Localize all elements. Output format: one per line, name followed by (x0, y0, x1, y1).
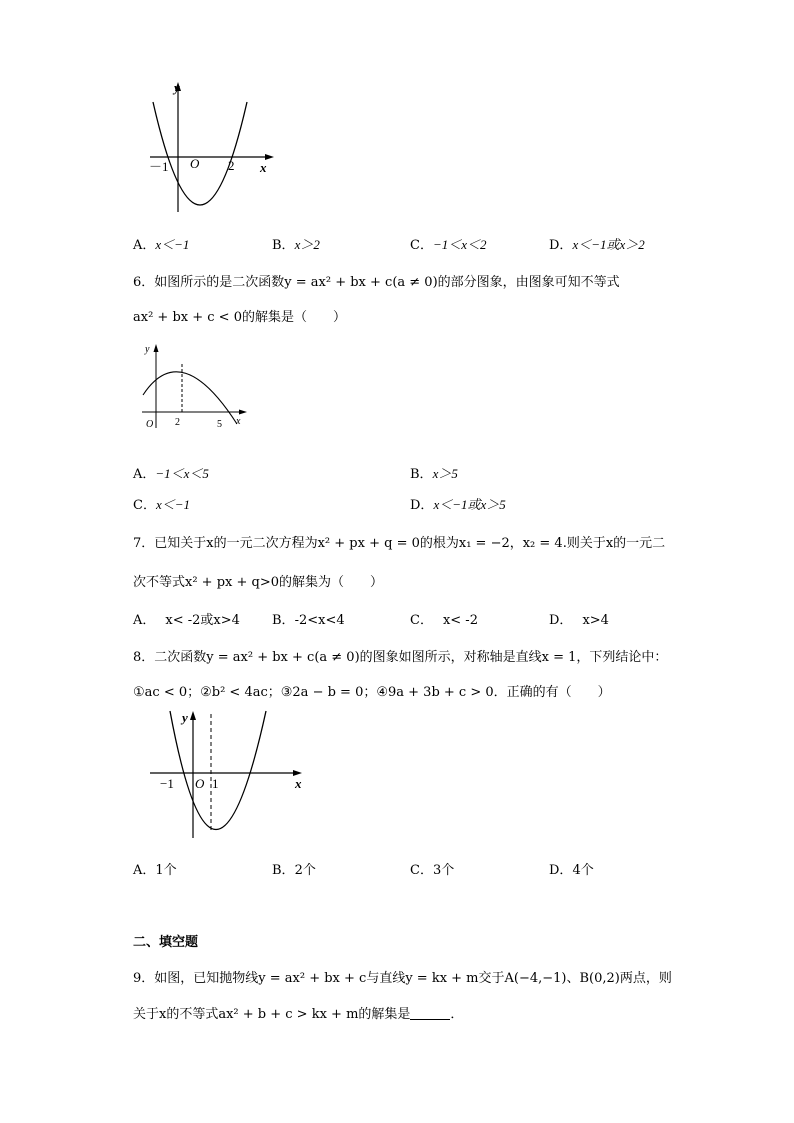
q8-option-b[interactable]: B．2个 (272, 863, 316, 878)
q6-tick-2: 2 (175, 417, 180, 428)
q9-answer-blank[interactable] (410, 1007, 450, 1020)
q5-option-c[interactable]: C．−1＜x＜2 (410, 237, 487, 253)
q8-y-label: y (182, 710, 188, 725)
q6-option-a[interactable]: A．−1＜x＜5 (133, 466, 209, 482)
q5-y-label: y (174, 80, 180, 95)
q8-tick-1: 1 (212, 776, 219, 791)
q5-option-a[interactable]: A．x＜−1 (133, 237, 190, 253)
q7-option-b[interactable]: B．-2<x<4 (272, 613, 345, 628)
q9-stem-line1: 9．如图，已知抛物线y = ax² + bx + c与直线y = kx + m交于A(−4,−1)、B(0,2)两点，则 (133, 971, 672, 986)
q8-origin-label: O (195, 776, 205, 791)
q6-y-label: y (145, 344, 150, 355)
q5-graph (140, 78, 280, 218)
q7-stem-line1: 7．已知关于x的一元二次方程为x² + px + q = 0的根为x₁ = −2，x₂ = 4.则关于x的一元二 (133, 536, 666, 551)
q8-option-a[interactable]: A．1个 (133, 863, 177, 878)
q5-origin-label: O (190, 156, 200, 171)
q7-stem-line2: 次不等式x² + px + q>0的解集为（ ） (133, 575, 383, 590)
q6-origin-label: O (146, 419, 154, 430)
q8-tick-neg1: −1 (160, 776, 174, 791)
q7-option-d[interactable]: D． x>4 (549, 613, 609, 628)
q8-x-label: x (295, 776, 302, 791)
q6-option-c[interactable]: C．x＜−1 (133, 497, 190, 513)
q6-graph (138, 338, 253, 433)
q8-stem-line1: 8．二次函数y = ax² + bx + c(a ≠ 0)的图象如图所示，对称轴是直线x = 1，下列结论中： (133, 650, 668, 665)
section-title-fill-in: 二、填空题 (133, 935, 199, 950)
q9-stem-line2 (133, 1003, 463, 1022)
q8-option-c[interactable]: C．3个 (410, 863, 455, 878)
q7-option-a[interactable]: A． x< -2或x>4 (133, 613, 240, 628)
q5-x-label: x (260, 160, 267, 175)
q5-tick-neg1: －1 (149, 159, 169, 174)
q6-option-d[interactable]: D．x＜−1或x＞5 (410, 497, 506, 513)
q8-option-d[interactable]: D．4个 (549, 863, 594, 878)
q8-stem-line2: ①ac < 0；②b² < 4ac；③2a − b = 0；④9a + 3b + c > 0．正确的有（ ） (133, 685, 611, 700)
q9-stem-end: ． (450, 1007, 464, 1022)
q6-x-label: x (236, 416, 241, 427)
q6-option-b[interactable]: B．x＞5 (410, 466, 458, 482)
q9-stem-text: 关于x的不等式ax² + b + c > kx + m的解集是 (133, 1007, 411, 1022)
q6-stem-line2: ax² + bx + c < 0的解集是（ ） (133, 310, 346, 325)
q8-graph (145, 706, 310, 846)
q5-option-b[interactable]: B．x＞2 (272, 237, 320, 253)
q5-tick-2: 2 (228, 158, 235, 173)
q6-tick-5: 5 (217, 419, 222, 430)
q7-option-c[interactable]: C． x< -2 (410, 613, 478, 628)
q6-stem-line1: 6．如图所示的是二次函数y = ax² + bx + c(a ≠ 0)的部分图象，由图象可知不等式 (133, 275, 620, 290)
q5-option-d[interactable]: D．x＜−1或x＞2 (549, 237, 645, 253)
